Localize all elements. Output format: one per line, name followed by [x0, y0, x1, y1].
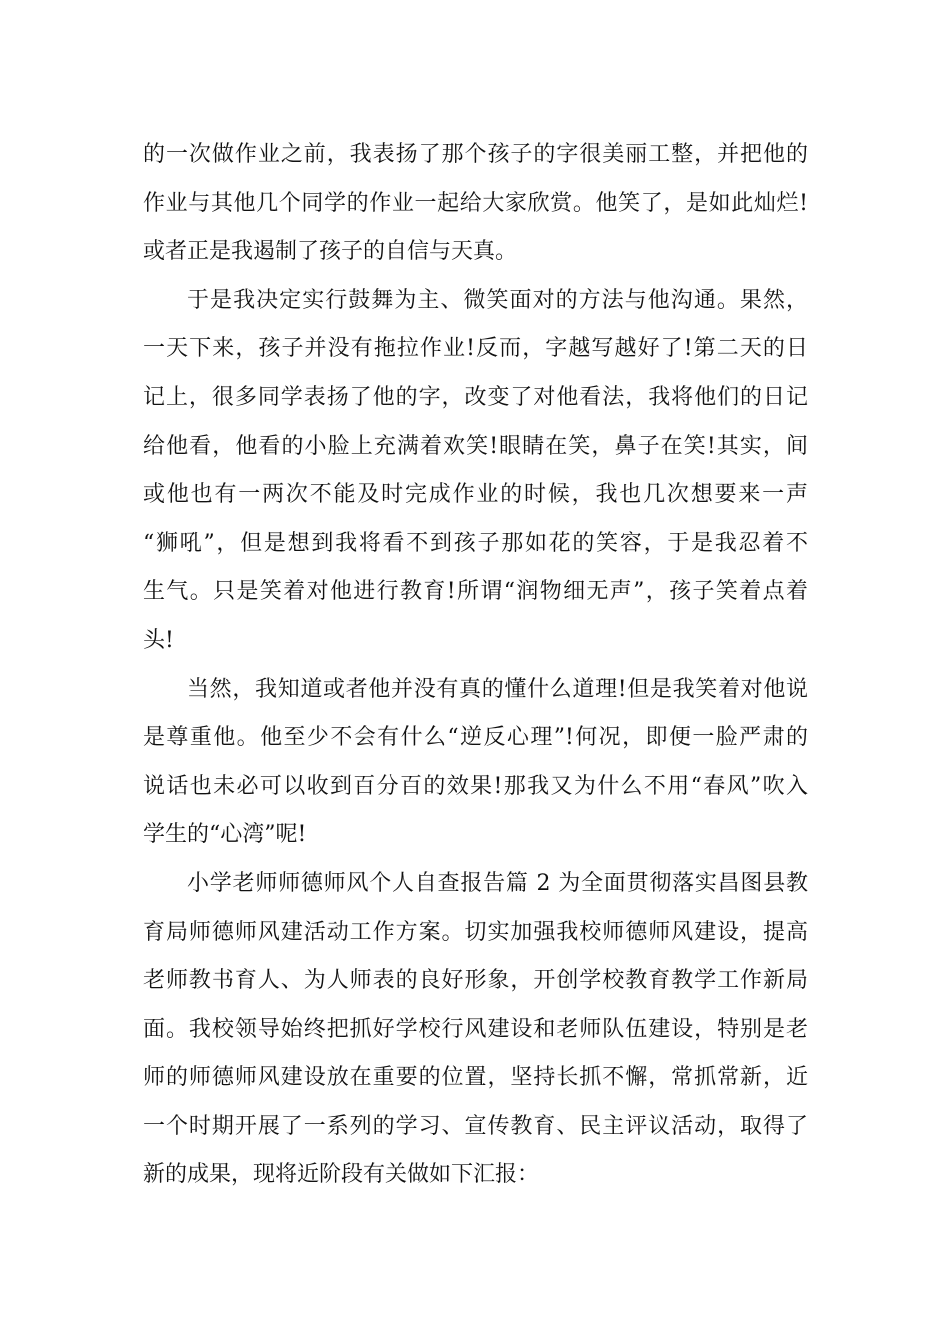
text-line: 新的成果，现将近阶段有关做如下汇报：	[143, 1162, 540, 1188]
text-line: 一天下来，孩子并没有拖拉作业!反而，字越写越好了!第二天的日	[143, 336, 808, 362]
text-line: 老师教书育人、为人师表的良好形象，开创学校教育教学工作新局	[143, 968, 808, 994]
text-line: 给他看，他看的小脸上充满着欢笑!眼睛在笑，鼻子在笑!其实，间	[143, 433, 808, 459]
text-line: 作业与其他几个同学的作业一起给大家欣赏。他笑了，是如此灿烂!	[143, 190, 808, 216]
document-body	[143, 131, 808, 1200]
paragraph-1	[143, 131, 808, 277]
text-line: 说话也未必可以收到百分百的效果!那我又为什么不用“春风”吹入	[143, 773, 808, 799]
text-line: 或者正是我遏制了孩子的自信与天真。	[143, 239, 518, 265]
text-line: 的一次做作业之前，我表扬了那个孩子的字很美丽工整，并把他的	[143, 142, 808, 167]
paragraph-2	[143, 277, 808, 666]
paragraph-4	[143, 860, 808, 1200]
text-line: 育局师德师风建活动工作方案。切实加强我校师德师风建设，提高	[143, 919, 808, 945]
paragraph-3	[143, 666, 808, 860]
text-line: 一个时期开展了一系列的学习、宣传教育、民主评议活动，取得了	[143, 1113, 808, 1139]
text-line: 当然，我知道或者他并没有真的懂什么道理!但是我笑着对他说	[187, 676, 808, 702]
text-line: “狮吼”，但是想到我将看不到孩子那如花的笑容，于是我忍着不	[143, 530, 808, 556]
text-line: 于是我决定实行鼓舞为主、微笑面对的方法与他沟通。果然，	[187, 287, 808, 313]
text-line: 生气。只是笑着对他进行教育!所谓“润物细无声”，孩子笑着点着	[143, 579, 808, 605]
text-line: 师的师德师风建设放在重要的位置，坚持长抓不懈，常抓常新，近	[143, 1065, 808, 1091]
text-line: 面。我校领导始终把抓好学校行风建设和老师队伍建设，特别是老	[143, 1016, 808, 1042]
text-line: 或他也有一两次不能及时完成作业的时候，我也几次想要来一声	[143, 482, 808, 508]
text-line: 小学老师师德师风个人自查报告篇 2 为全面贯彻落实昌图县教	[187, 870, 808, 896]
text-line: 头!	[143, 627, 174, 653]
text-line: 记上，很多同学表扬了他的字，改变了对他看法，我将他们的日记	[143, 384, 808, 410]
text-line: 学生的“心湾”呢!	[143, 822, 307, 848]
text-line: 是尊重他。他至少不会有什么“逆反心理”!何况，即便一脸严肃的	[143, 725, 808, 751]
